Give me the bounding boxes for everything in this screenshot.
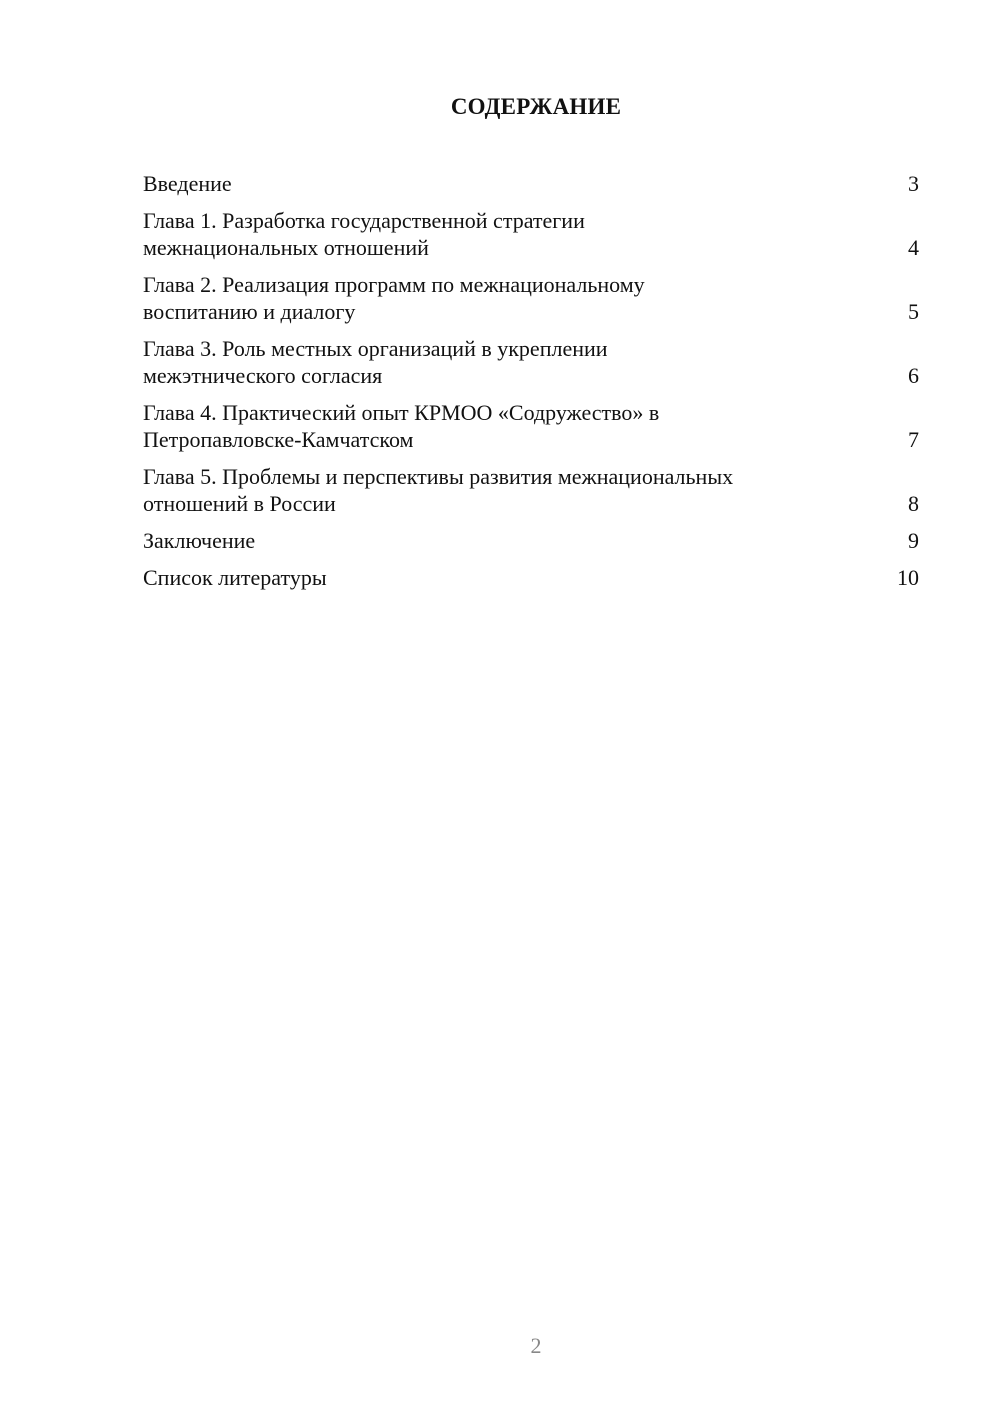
toc-title: СОДЕРЖАНИЕ [450,94,622,119]
toc-entry-line: Введение [143,171,232,196]
table-of-contents [143,170,919,601]
page-number: 2 [530,1333,542,1358]
toc-entry-line: Глава 2. Реализация программ по межнациональному [143,272,645,297]
toc-entry-chapter-4 [143,399,919,453]
toc-entry-text [143,564,327,591]
toc-entry-line: Глава 3. Роль местных организаций в укреплении [143,336,608,361]
toc-entry-chapter-5 [143,463,919,517]
toc-entry-line: Заключение [143,528,256,553]
toc-entry-line: Глава 5. Проблемы и перспективы развития межнациональных [143,464,734,489]
toc-entry-page: 7 [908,427,919,452]
toc-entry-chapter-2 [143,271,919,325]
toc-entry-page: 6 [908,363,919,388]
toc-entry-introduction [143,170,919,197]
toc-entry-line: межнациональных отношений [143,235,429,260]
toc-entry-text [143,527,255,554]
toc-entry-chapter-3 [143,335,919,389]
toc-entry-page: 5 [908,299,919,324]
toc-entry-line: отношений в России [143,491,336,516]
toc-entry-text [143,463,733,517]
toc-entry-chapter-1 [143,207,919,261]
toc-entry-page: 4 [908,235,919,260]
toc-entry-text [143,271,645,325]
toc-entry-text [143,335,608,389]
toc-entry-conclusion [143,527,919,554]
toc-entry-text [143,170,232,197]
toc-entry-page: 9 [908,528,919,553]
toc-entry-page: 8 [908,491,919,516]
toc-entry-page: 10 [897,565,919,590]
toc-entry-page: 3 [908,171,919,196]
toc-entry-line: Глава 1. Разработка государственной стратегии [143,208,585,233]
toc-entry-references [143,564,919,591]
toc-entry-text [143,207,585,261]
toc-entry-line: Петропавловске-Камчатском [143,427,414,452]
toc-entry-line: Глава 4. Практический опыт КРМОО «Содружество» в [143,400,660,425]
toc-entry-line: межэтнического согласия [143,363,383,388]
toc-entry-line: воспитанию и диалогу [143,299,356,324]
toc-entry-line: Список литературы [143,565,327,590]
toc-entry-text [143,399,659,453]
